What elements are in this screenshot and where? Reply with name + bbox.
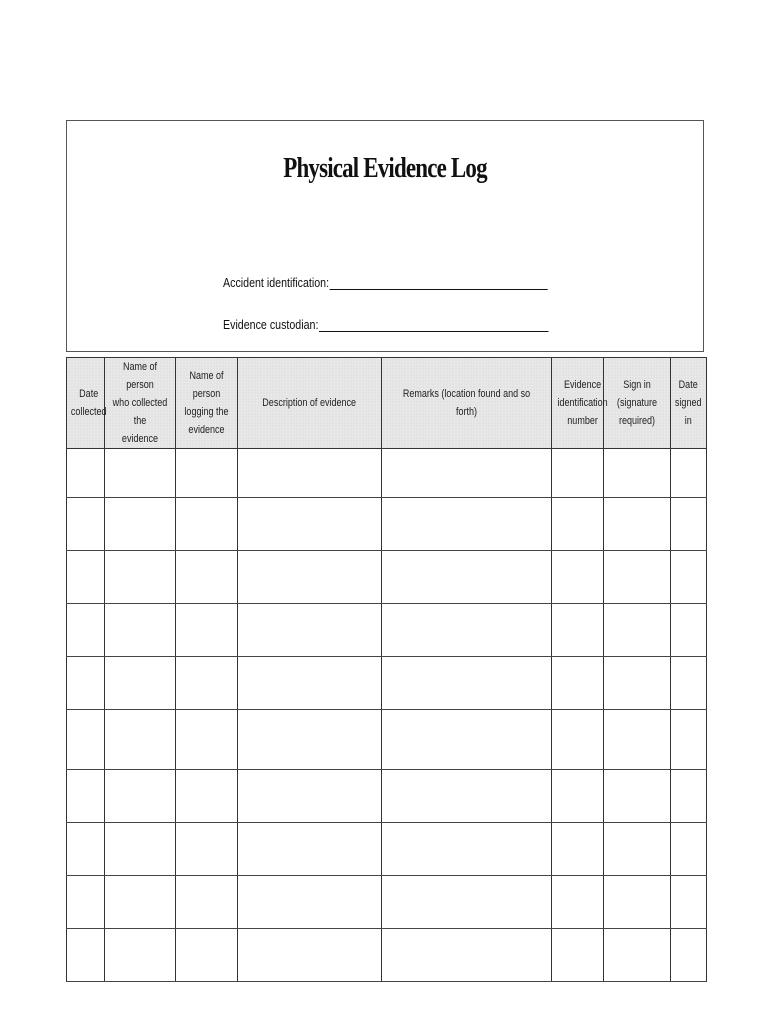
cell-collector-name[interactable] <box>105 604 176 657</box>
cell-evidence-id[interactable] <box>552 823 604 876</box>
cell-sign-in[interactable] <box>604 657 671 710</box>
cell-remarks[interactable] <box>382 551 552 604</box>
cell-date-collected[interactable] <box>67 710 105 770</box>
cell-sign-in[interactable] <box>604 498 671 551</box>
cell-collector-name[interactable] <box>105 710 176 770</box>
cell-collector-name[interactable] <box>105 770 176 823</box>
cell-date-collected[interactable] <box>67 876 105 929</box>
cell-remarks[interactable] <box>382 929 552 982</box>
cell-description[interactable] <box>238 929 382 982</box>
cell-description[interactable] <box>238 770 382 823</box>
cell-collector-name[interactable] <box>105 929 176 982</box>
cell-description[interactable] <box>238 604 382 657</box>
cell-logger-name[interactable] <box>176 929 238 982</box>
column-header-description: Description of evidence <box>238 358 382 449</box>
cell-date-collected[interactable] <box>67 929 105 982</box>
evidence-custodian-field[interactable] <box>223 317 549 332</box>
cell-date-signed-in[interactable] <box>671 604 707 657</box>
column-header-evidence-id: Evidence identification number <box>552 358 604 449</box>
cell-remarks[interactable] <box>382 657 552 710</box>
cell-logger-name[interactable] <box>176 551 238 604</box>
cell-logger-name[interactable] <box>176 770 238 823</box>
column-header-sign-in: Sign in (signature required) <box>604 358 671 449</box>
cell-collector-name[interactable] <box>105 823 176 876</box>
table-body <box>67 449 707 982</box>
cell-sign-in[interactable] <box>604 770 671 823</box>
cell-date-signed-in[interactable] <box>671 551 707 604</box>
cell-remarks[interactable] <box>382 710 552 770</box>
cell-collector-name[interactable] <box>105 657 176 710</box>
evidence-custodian-line[interactable] <box>319 319 549 332</box>
cell-date-signed-in[interactable] <box>671 657 707 710</box>
cell-logger-name[interactable] <box>176 710 238 770</box>
table-row <box>67 551 707 604</box>
cell-sign-in[interactable] <box>604 876 671 929</box>
page-title: Physical Evidence Log <box>283 153 487 184</box>
cell-description[interactable] <box>238 449 382 498</box>
table-row <box>67 604 707 657</box>
cell-date-collected[interactable] <box>67 551 105 604</box>
table-header-row <box>67 358 707 449</box>
cell-date-collected[interactable] <box>67 823 105 876</box>
cell-evidence-id[interactable] <box>552 710 604 770</box>
cell-remarks[interactable] <box>382 770 552 823</box>
cell-date-signed-in[interactable] <box>671 770 707 823</box>
accident-identification-line[interactable] <box>330 277 548 290</box>
cell-logger-name[interactable] <box>176 657 238 710</box>
column-header-remarks: Remarks (location found and so forth) <box>382 358 552 449</box>
cell-evidence-id[interactable] <box>552 770 604 823</box>
cell-remarks[interactable] <box>382 498 552 551</box>
cell-sign-in[interactable] <box>604 449 671 498</box>
table-row <box>67 657 707 710</box>
column-header-date-signed-in: Date signed in <box>671 358 707 449</box>
column-header-collector-name: Name of person who collected the evidence <box>105 358 176 449</box>
cell-sign-in[interactable] <box>604 604 671 657</box>
cell-evidence-id[interactable] <box>552 604 604 657</box>
cell-collector-name[interactable] <box>105 876 176 929</box>
accident-identification-field[interactable] <box>223 275 548 290</box>
cell-collector-name[interactable] <box>105 551 176 604</box>
cell-evidence-id[interactable] <box>552 876 604 929</box>
accident-identification-label: Accident identification: <box>223 275 330 290</box>
cell-date-collected[interactable] <box>67 657 105 710</box>
column-header-date-collected: Date collected <box>67 358 105 449</box>
table-row <box>67 876 707 929</box>
cell-description[interactable] <box>238 657 382 710</box>
cell-date-collected[interactable] <box>67 449 105 498</box>
cell-date-signed-in[interactable] <box>671 710 707 770</box>
cell-description[interactable] <box>238 710 382 770</box>
column-header-logger-name: Name of person logging the evidence <box>176 358 238 449</box>
cell-remarks[interactable] <box>382 449 552 498</box>
evidence-log-table <box>66 357 707 982</box>
cell-description[interactable] <box>238 876 382 929</box>
cell-date-signed-in[interactable] <box>671 876 707 929</box>
cell-description[interactable] <box>238 551 382 604</box>
cell-evidence-id[interactable] <box>552 929 604 982</box>
evidence-custodian-label: Evidence custodian: <box>223 317 319 332</box>
cell-sign-in[interactable] <box>604 710 671 770</box>
cell-remarks[interactable] <box>382 604 552 657</box>
cell-evidence-id[interactable] <box>552 551 604 604</box>
cell-description[interactable] <box>238 498 382 551</box>
table-row <box>67 823 707 876</box>
cell-date-signed-in[interactable] <box>671 449 707 498</box>
table-row <box>67 710 707 770</box>
cell-logger-name[interactable] <box>176 449 238 498</box>
cell-evidence-id[interactable] <box>552 657 604 710</box>
header-box <box>66 120 704 352</box>
cell-date-collected[interactable] <box>67 770 105 823</box>
cell-collector-name[interactable] <box>105 498 176 551</box>
cell-evidence-id[interactable] <box>552 449 604 498</box>
cell-remarks[interactable] <box>382 876 552 929</box>
cell-date-collected[interactable] <box>67 498 105 551</box>
cell-description[interactable] <box>238 823 382 876</box>
cell-logger-name[interactable] <box>176 876 238 929</box>
cell-sign-in[interactable] <box>604 929 671 982</box>
cell-collector-name[interactable] <box>105 449 176 498</box>
table-row <box>67 498 707 551</box>
cell-date-signed-in[interactable] <box>671 823 707 876</box>
cell-date-collected[interactable] <box>67 604 105 657</box>
cell-logger-name[interactable] <box>176 823 238 876</box>
cell-date-signed-in[interactable] <box>671 498 707 551</box>
cell-sign-in[interactable] <box>604 823 671 876</box>
cell-logger-name[interactable] <box>176 498 238 551</box>
table-row <box>67 770 707 823</box>
cell-date-signed-in[interactable] <box>671 929 707 982</box>
table-row <box>67 929 707 982</box>
cell-sign-in[interactable] <box>604 551 671 604</box>
cell-logger-name[interactable] <box>176 604 238 657</box>
cell-remarks[interactable] <box>382 823 552 876</box>
table-row <box>67 449 707 498</box>
cell-evidence-id[interactable] <box>552 498 604 551</box>
